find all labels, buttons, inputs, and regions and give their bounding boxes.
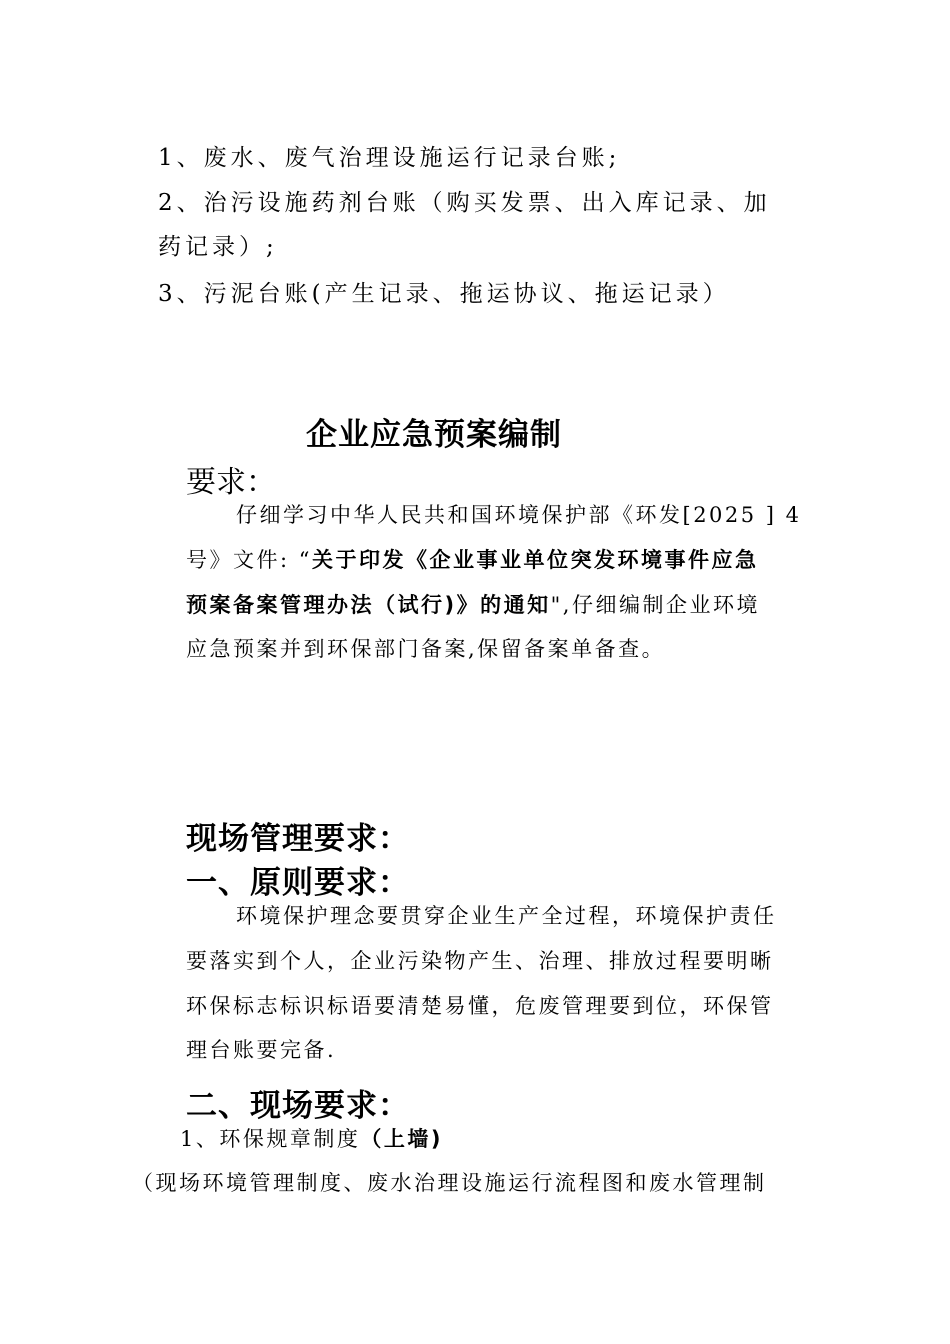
- notice-title-part-1: 关于印发《企业事业单位突发环境事件应急: [312, 548, 759, 572]
- emergency-plan-line-2: [186, 550, 826, 571]
- principles-line-3: 环保标志标识标语要清楚易懂，危废管理要到位，环保管: [186, 994, 774, 1018]
- principles-heading: 一、原则要求：: [186, 865, 410, 901]
- site-management-heading: 现场管理要求：: [186, 821, 410, 857]
- emergency-plan-line-3: [186, 595, 826, 616]
- ledger-item-3: 3、污泥台账(产生记录、拖运协议、拖运记录）: [158, 281, 730, 307]
- emergency-plan-line-1: 仔细学习中华人民共和国环境保护部《环发[2025 ] 4: [236, 503, 802, 527]
- principles-line-4: 理台账要完备.: [186, 1038, 337, 1062]
- notice-title-part-2: 预案备案管理办法（试行)》的通知: [186, 593, 551, 617]
- rule-1-posted-note: （上墙): [360, 1127, 443, 1151]
- emergency-plan-line-4: 应急预案并到环保部门备案,保留备案单备查。: [186, 637, 666, 661]
- rule-1-label: 1、环保规章制度: [180, 1127, 361, 1151]
- ledger-item-2-line-2: 药记录）;: [158, 234, 278, 260]
- principles-line-2: 要落实到个人，企业污染物产生、治理、排放过程要明晰: [186, 949, 774, 973]
- rule-1: [180, 1129, 820, 1150]
- ledger-item-1: 1、废水、废气治理设施运行记录台账;: [158, 145, 621, 171]
- ledger-item-2-line-1: 2、治污设施药剂台账（购买发票、出入库记录、加: [158, 190, 771, 216]
- requirements-label: 要求：: [186, 465, 276, 500]
- site-requirements-heading: 二、现场要求：: [186, 1088, 410, 1124]
- rule-1-detail: （现场环境管理制度、废水治理设施运行流程图和废水管理制: [132, 1171, 767, 1195]
- emergency-plan-line-3-suffix: ",仔细编制企业环境: [550, 593, 760, 617]
- principles-line-1: 环境保护理念要贯穿企业生产全过程，环境保护责任: [236, 904, 777, 928]
- emergency-plan-line-2-prefix: 号》文件: “: [186, 548, 312, 572]
- emergency-plan-title: 企业应急预案编制: [306, 417, 562, 453]
